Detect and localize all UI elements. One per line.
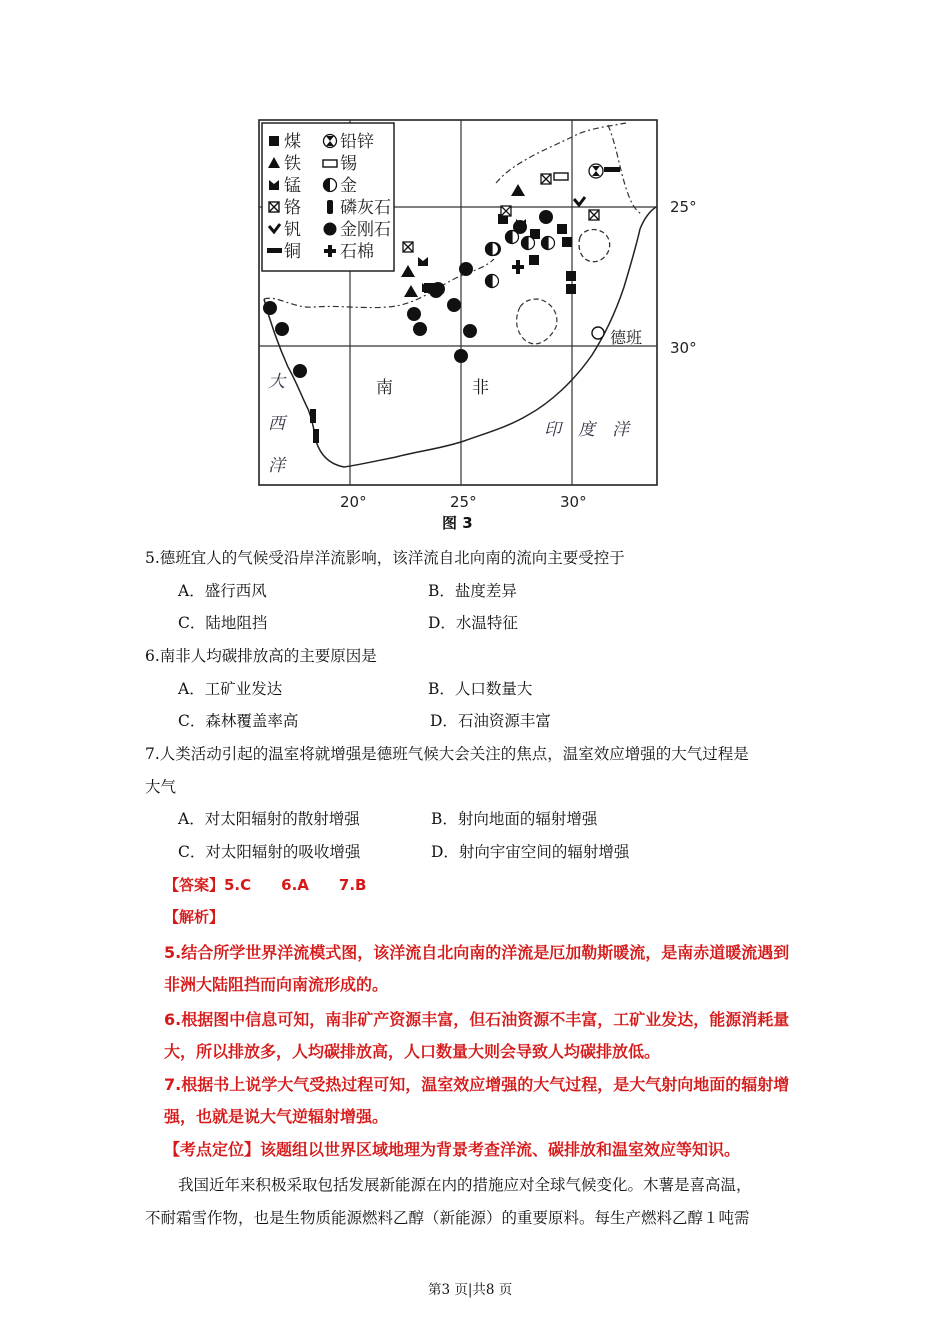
answer-line: 【答案】5.C 6.A 7.B [164,876,367,894]
vial-legend-icon [327,200,333,214]
diamond-site [539,210,553,224]
dot-legend-icon [324,223,337,236]
exam-point-line: 【考点定位】该题组以世界区域地理为背景考查洋流、碳排放和温室效应等知识。 [164,1140,741,1159]
legend-label-6: 铬 [284,198,301,218]
coal-site [566,284,576,294]
analysis-line-6: 强，也就是说大气逆辐射增强。 [164,1107,389,1126]
q5-option-c: C．陆地阻挡 [178,614,268,632]
question-6-stem: 6.南非人均碳排放高的主要原因是 [145,647,377,665]
legend-label-0: 煤 [284,132,301,152]
q6-option-a: A．工矿业发达 [178,680,283,698]
diamond-site [293,364,307,378]
apatite-site [310,409,316,423]
question-7-stem: 7.人类活动引起的温室将就增强是德班气候大会关注的焦点，温室效应增强的大气过程是 [145,745,749,763]
atlantic-label-2: 洋 [268,456,285,476]
open-rect-legend-icon [323,160,337,167]
legend-label-4: 锰 [284,176,301,196]
atlantic-label-0: 大 [268,372,285,392]
passage-line-2: 不耐霜雪作物，也是生物质能源燃料乙醇（新能源）的重要原料。每生产燃料乙醇１吨需 [145,1209,750,1227]
map-svg [258,119,697,511]
diamond-site [463,324,477,338]
diamond-site [413,322,427,336]
indian-ocean-label-2: 洋 [612,420,629,440]
durban-label: 德班 [610,328,643,347]
question-5-stem: 5.德班宜人的气候受沿岸洋流影响，该洋流自北向南的流向主要受控于 [145,549,625,567]
legend-label-3: 锡 [340,154,357,174]
passage-line-1: 我国近年来积极采取包括发展新能源在内的措施应对全球气候变化。木薯是喜高温， [178,1176,752,1194]
legend-label-7: 磷灰石 [340,198,391,218]
diamond-site [407,307,421,321]
durban-marker [592,327,604,339]
q5-option-a: A．盛行西风 [178,582,267,600]
lon-label-20: 20° [340,493,367,511]
analysis-line-4: 大，所以排放多，人均碳排放高，人口数量大则会导致人均碳排放低。 [164,1042,661,1061]
analysis-label: 【解析】 [164,908,225,926]
legend-label-10: 铜 [284,242,301,262]
q7-option-b: B．射向地面的辐射增强 [431,810,598,828]
country-label-1: 南 [376,378,393,398]
tin-sites [554,173,568,180]
indian-ocean-label-1: 度 [578,420,595,440]
analysis-line-5: 7.根据书上说学大气受热过程可知，温室效应增强的大气过程，是大气射向地面的辐射增 [164,1075,790,1094]
q6-option-d: D．石油资源丰富 [430,712,551,730]
indian-ocean-label-0: 印 [544,420,561,440]
lat-label-30: 30° [670,339,697,357]
lat-label-25: 25° [670,198,697,216]
q6-option-b: B．人口数量大 [428,680,533,698]
legend-label-9: 金刚石 [340,220,391,240]
diamond-site [275,322,289,336]
q7-option-d: D．射向宇宙空间的辐射增强 [431,843,630,861]
square-legend-icon [269,136,279,146]
atlantic-label-1: 西 [268,414,285,434]
country-label-2: 非 [472,378,489,398]
q6-option-c: C．森林覆盖率高 [178,712,299,730]
box-x-legend-icon [269,202,279,212]
circle-cross-legend-icon [324,135,337,148]
apatite-site [313,429,319,443]
figure-caption: 图 3 [442,514,473,532]
coal-site [562,237,572,247]
analysis-line-3: 6.根据图中信息可知，南非矿产资源丰富，但石油资源不丰富，工矿业发达，能源消耗量 [164,1010,790,1029]
lead-zinc-sites [589,164,603,178]
q7-option-c: C．对太阳辐射的吸收增强 [178,843,361,861]
legend-label-5: 金 [340,176,357,196]
coal-site [566,271,576,281]
q7-option-a: A．对太阳辐射的散射增强 [178,810,360,828]
analysis-line-2: 非洲大陆阻挡而向南流形成的。 [164,975,389,994]
q5-option-b: B．盐度差异 [428,582,517,600]
south-africa-mineral-map [258,119,697,511]
legend-label-8: 钒 [284,220,301,240]
legend-label-11: 石棉 [340,242,374,262]
lon-label-25: 25° [450,493,477,511]
bar-legend-icon [267,248,282,253]
lon-label-30: 30° [560,493,587,511]
legend-label-1: 铅锌 [340,132,374,152]
diamond-site [454,349,468,363]
analysis-line-1: 5.结合所学世界洋流模式图，该洋流自北向南的洋流是厄加勒斯暖流，是南赤道暖流遇到 [164,943,790,962]
page-footer: 第3 页|共8 页 [428,1282,513,1298]
q5-option-d: D．水温特征 [428,614,518,632]
coal-site [529,255,539,265]
half-circle-legend-icon [324,179,337,192]
diamond-site [447,298,461,312]
diamond-site [263,301,277,315]
question-7-stem-cont: 大气 [145,778,177,796]
diamond-site [459,262,473,276]
legend-label-2: 铁 [284,154,301,174]
coal-site [557,224,567,234]
copper-site [604,167,620,172]
